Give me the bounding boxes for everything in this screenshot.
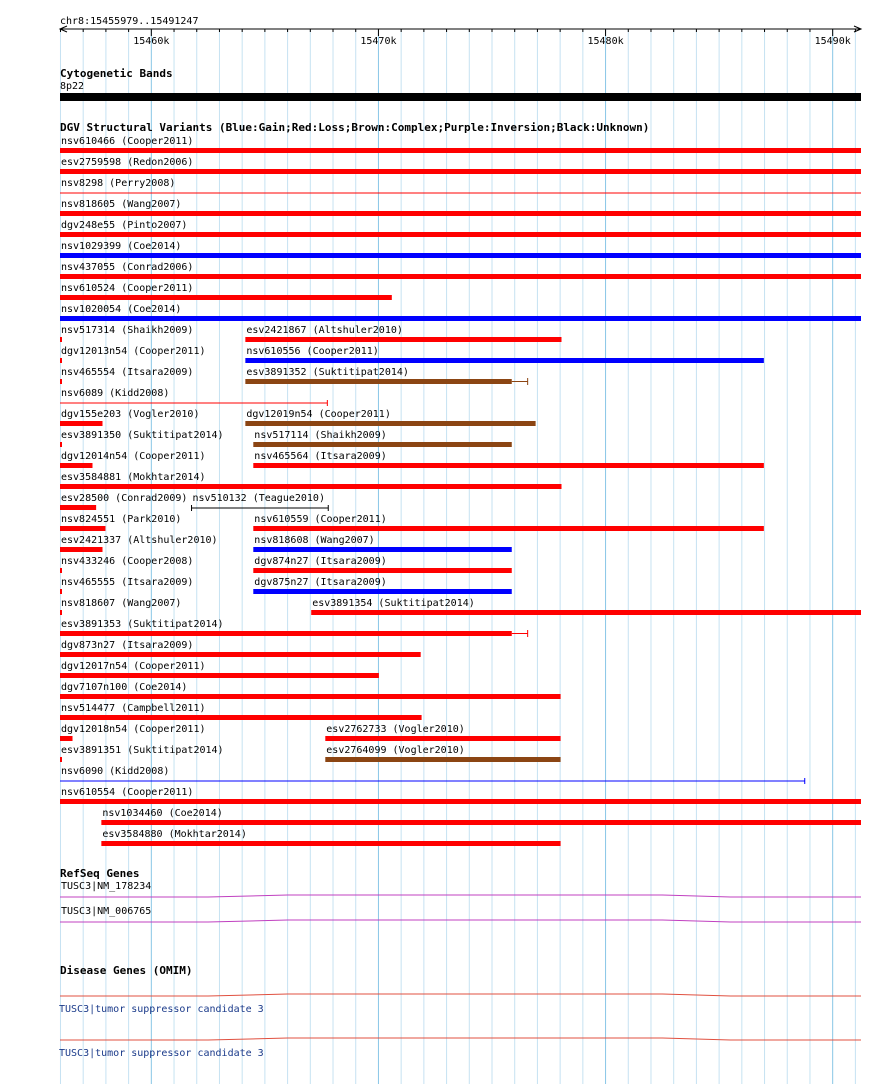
dgv-variant-bar[interactable]: [245, 358, 764, 363]
dgv-variant[interactable]: [60, 262, 861, 279]
dgv-variant-bar[interactable]: [245, 337, 561, 342]
dgv-variant-bar[interactable]: [245, 379, 511, 384]
dgv-variant[interactable]: [60, 745, 224, 762]
dgv-variant[interactable]: [60, 640, 421, 657]
refseq-track: [60, 881, 861, 922]
omim-track-title: Disease Genes (OMIM): [60, 964, 193, 977]
dgv-variant[interactable]: [60, 514, 181, 531]
dgv-variant-label[interactable]: esv28500 (Conrad2009): [61, 493, 188, 504]
omim-gene[interactable]: [59, 994, 861, 1015]
dgv-variant-label[interactable]: dgv874n27 (Itsara2009): [254, 556, 387, 567]
dgv-variant[interactable]: [325, 745, 560, 762]
dgv-track-title: DGV Structural Variants (Blue:Gain;Red:Loss;Brown:Complex;Purple:Inversion;Black:Unknown): [60, 121, 650, 134]
omim-gene-label[interactable]: TUSC3|tumor suppressor candidate 3: [59, 1048, 264, 1059]
dgv-variant-bar[interactable]: [60, 463, 93, 468]
ruler-tick-label: 15470k: [360, 36, 397, 47]
dgv-variant[interactable]: [253, 430, 511, 447]
dgv-variant-label[interactable]: esv2762733 (Vogler2010): [326, 724, 465, 735]
dgv-variant[interactable]: [253, 556, 511, 573]
dgv-variant[interactable]: [101, 808, 861, 825]
dgv-variant-label[interactable]: nsv1034460 (Coe2014): [102, 808, 223, 819]
dgv-variant[interactable]: [245, 346, 764, 363]
dgv-variant-label[interactable]: esv3891352 (Suktitipat2014): [246, 367, 409, 378]
ruler-tick-label: 15480k: [587, 36, 624, 47]
dgv-variant[interactable]: [60, 766, 805, 784]
dgv-variant[interactable]: [60, 199, 861, 216]
dgv-variant-bar[interactable]: [325, 757, 560, 762]
dgv-variant-label[interactable]: nsv517314 (Shaikh2009): [61, 325, 194, 336]
dgv-variant-label[interactable]: nsv1020054 (Coe2014): [61, 304, 182, 315]
omim-track: [59, 994, 861, 1059]
cytoband-track-title: Cytogenetic Bands: [60, 67, 173, 80]
dgv-variant-bar[interactable]: [60, 505, 96, 510]
refseq-track-title: RefSeq Genes: [60, 867, 140, 880]
dgv-variant[interactable]: [60, 367, 193, 384]
dgv-variant-label[interactable]: nsv8298 (Perry2008): [61, 178, 176, 189]
dgv-variant-bar[interactable]: [60, 379, 62, 384]
refseq-gene-line[interactable]: [60, 920, 861, 922]
dgv-variant-label[interactable]: dgv12013n54 (Cooper2011): [61, 346, 206, 357]
dgv-variant-label[interactable]: esv3891351 (Suktitipat2014): [61, 745, 224, 756]
dgv-variant-label[interactable]: esv3891353 (Suktitipat2014): [61, 619, 224, 630]
dgv-variant[interactable]: [311, 598, 861, 615]
dgv-variant-label[interactable]: nsv610556 (Cooper2011): [246, 346, 379, 357]
omim-gene-label[interactable]: TUSC3|tumor suppressor candidate 3: [59, 1004, 264, 1015]
dgv-variant-label[interactable]: nsv818605 (Wang2007): [61, 199, 182, 210]
dgv-variant-bar[interactable]: [325, 736, 560, 741]
dgv-variant-label[interactable]: esv2421867 (Altshuler2010): [246, 325, 403, 336]
dgv-variant-label[interactable]: dgv7107n100 (Coe2014): [61, 682, 188, 693]
dgv-variant-label[interactable]: nsv818607 (Wang2007): [61, 598, 182, 609]
dgv-variant-bar[interactable]: [60, 232, 861, 237]
dgv-variant-bar[interactable]: [245, 421, 535, 426]
dgv-variant-label[interactable]: dgv12017n54 (Cooper2011): [61, 661, 206, 672]
dgv-variant-bar[interactable]: [253, 463, 764, 468]
dgv-variant-label[interactable]: dgv873n27 (Itsara2009): [61, 640, 194, 651]
dgv-variant-label[interactable]: nsv610559 (Cooper2011): [254, 514, 387, 525]
dgv-variant-bar[interactable]: [60, 295, 392, 300]
dgv-variant-bar[interactable]: [60, 358, 62, 363]
dgv-variant-label[interactable]: dgv248e55 (Pinto2007): [61, 220, 188, 231]
dgv-variant-bar[interactable]: [60, 736, 73, 741]
dgv-variant-bar[interactable]: [60, 169, 861, 174]
dgv-variant-label[interactable]: dgv155e203 (Vogler2010): [61, 409, 200, 420]
refseq-gene-label[interactable]: TUSC3|NM_006765: [61, 906, 152, 917]
dgv-variant-label[interactable]: nsv433246 (Cooper2008): [61, 556, 194, 567]
dgv-variant-bar[interactable]: [60, 568, 62, 573]
ruler-tick-label: 15460k: [133, 36, 170, 47]
dgv-variant[interactable]: [60, 157, 861, 174]
cytoband-track: [60, 93, 861, 101]
dgv-variant-bar[interactable]: [60, 610, 62, 615]
dgv-variant[interactable]: [253, 514, 764, 531]
omim-gene-line[interactable]: [60, 994, 861, 996]
dgv-variant-bar[interactable]: [60, 253, 861, 258]
dgv-variant-bar[interactable]: [253, 526, 764, 531]
dgv-variant[interactable]: [60, 577, 193, 594]
dgv-variant[interactable]: [60, 346, 206, 363]
dgv-variant[interactable]: [60, 787, 861, 804]
dgv-variant-label[interactable]: nsv610466 (Cooper2011): [61, 136, 194, 147]
dgv-variant-bar[interactable]: [60, 631, 512, 636]
dgv-variant[interactable]: [245, 325, 561, 342]
refseq-gene-line[interactable]: [60, 895, 861, 897]
dgv-variant[interactable]: [325, 724, 560, 741]
dgv-variant-bar[interactable]: [60, 715, 422, 720]
cytoband-name: 8p22: [60, 81, 85, 92]
dgv-variant-bar[interactable]: [311, 610, 861, 615]
dgv-variant[interactable]: [60, 409, 199, 426]
dgv-variant-label[interactable]: nsv610554 (Cooper2011): [61, 787, 194, 798]
dgv-variant[interactable]: [60, 325, 193, 342]
dgv-variant-bar[interactable]: [60, 442, 62, 447]
dgv-variant-label[interactable]: dgv875n27 (Itsara2009): [254, 577, 387, 588]
dgv-variant-label[interactable]: nsv824551 (Park2010): [61, 514, 182, 525]
dgv-variant-bar[interactable]: [60, 547, 102, 552]
ruler-tick-label: 15490k: [814, 36, 851, 47]
dgv-variant-label[interactable]: nsv437055 (Conrad2006): [61, 262, 194, 273]
dgv-variant-label[interactable]: nsv818608 (Wang2007): [254, 535, 375, 546]
dgv-variant[interactable]: [245, 367, 527, 385]
dgv-variant-bar[interactable]: [60, 757, 62, 762]
dgv-variant[interactable]: [60, 451, 206, 468]
dgv-variant-bar[interactable]: [101, 841, 560, 846]
dgv-variant[interactable]: [60, 136, 861, 153]
dgv-variant[interactable]: [60, 724, 206, 741]
dgv-variant-label[interactable]: nsv465555 (Itsara2009): [61, 577, 194, 588]
dgv-variant-bar[interactable]: [60, 673, 379, 678]
dgv-variant-label[interactable]: nsv517114 (Shaikh2009): [254, 430, 387, 441]
dgv-variant-bar[interactable]: [60, 694, 561, 699]
dgv-variant[interactable]: [253, 451, 764, 468]
dgv-variant-label[interactable]: dgv12018n54 (Cooper2011): [61, 724, 206, 735]
dgv-variant-bar[interactable]: [60, 589, 62, 594]
dgv-variant-bar[interactable]: [253, 568, 511, 573]
dgv-variant-bar[interactable]: [60, 316, 861, 321]
dgv-variant-label[interactable]: nsv465554 (Itsara2009): [61, 367, 194, 378]
dgv-variant-label[interactable]: esv2421337 (Altshuler2010): [61, 535, 218, 546]
dgv-variant[interactable]: [60, 241, 861, 258]
dgv-variant[interactable]: [60, 493, 187, 510]
dgv-variant-bar[interactable]: [60, 652, 421, 657]
refseq-gene[interactable]: [60, 881, 861, 897]
dgv-variant-bar[interactable]: [60, 484, 561, 489]
dgv-variant[interactable]: [60, 430, 224, 447]
dgv-variant-label[interactable]: nsv610524 (Cooper2011): [61, 283, 194, 294]
omim-gene-line[interactable]: [60, 1038, 861, 1040]
dgv-variant-bar[interactable]: [60, 421, 102, 426]
dgv-variant-label[interactable]: esv3584881 (Mokhtar2014): [61, 472, 206, 483]
dgv-variant-bar[interactable]: [60, 526, 105, 531]
dgv-variant-label[interactable]: dgv12014n54 (Cooper2011): [61, 451, 206, 462]
omim-gene[interactable]: [59, 1038, 861, 1059]
dgv-variant[interactable]: [60, 283, 392, 300]
dgv-variant-bar[interactable]: [101, 820, 861, 825]
dgv-variant[interactable]: [253, 535, 511, 552]
dgv-variant-label[interactable]: esv3584880 (Mokhtar2014): [102, 829, 247, 840]
dgv-variant[interactable]: [60, 535, 218, 552]
dgv-variant-bar[interactable]: [60, 799, 861, 804]
dgv-variant-label[interactable]: nsv510132 (Teague2010): [192, 493, 325, 504]
dgv-variant-label[interactable]: nsv514477 (Campbell2011): [61, 703, 206, 714]
cytoband-bar[interactable]: [60, 93, 861, 101]
dgv-variant-bar[interactable]: [60, 274, 861, 279]
dgv-variant-label[interactable]: esv3891354 (Suktitipat2014): [312, 598, 475, 609]
dgv-variant[interactable]: [60, 703, 422, 720]
dgv-variant-bar[interactable]: [253, 547, 511, 552]
dgv-variant-label[interactable]: esv3891350 (Suktitipat2014): [61, 430, 224, 441]
dgv-variant[interactable]: [192, 493, 329, 511]
dgv-track: [60, 136, 861, 846]
dgv-variant-label[interactable]: nsv6089 (Kidd2008): [61, 388, 170, 399]
coordinate-ruler: [60, 26, 861, 47]
dgv-variant[interactable]: [60, 619, 528, 637]
dgv-variant[interactable]: [60, 304, 861, 321]
dgv-variant-bar[interactable]: [60, 148, 861, 153]
dgv-variant[interactable]: [60, 598, 181, 615]
dgv-variant[interactable]: [60, 178, 861, 193]
dgv-variant-bar[interactable]: [253, 442, 511, 447]
dgv-variant[interactable]: [60, 556, 193, 573]
dgv-variant-label[interactable]: esv2759598 (Redon2006): [61, 157, 194, 168]
dgv-variant-label[interactable]: nsv1029399 (Coe2014): [61, 241, 182, 252]
dgv-variant-label[interactable]: nsv6090 (Kidd2008): [61, 766, 170, 777]
dgv-variant-label[interactable]: dgv12019n54 (Cooper2011): [246, 409, 391, 420]
location-label: chr8:15455979..15491247: [60, 16, 199, 27]
refseq-gene[interactable]: [60, 906, 861, 922]
dgv-variant[interactable]: [60, 220, 861, 237]
dgv-variant-bar[interactable]: [60, 337, 62, 342]
dgv-variant-bar[interactable]: [253, 589, 511, 594]
dgv-variant-label[interactable]: nsv465564 (Itsara2009): [254, 451, 387, 462]
dgv-variant[interactable]: [253, 577, 511, 594]
dgv-variant-label[interactable]: esv2764099 (Vogler2010): [326, 745, 465, 756]
refseq-gene-label[interactable]: TUSC3|NM_178234: [61, 881, 152, 892]
dgv-variant-bar[interactable]: [60, 211, 861, 216]
